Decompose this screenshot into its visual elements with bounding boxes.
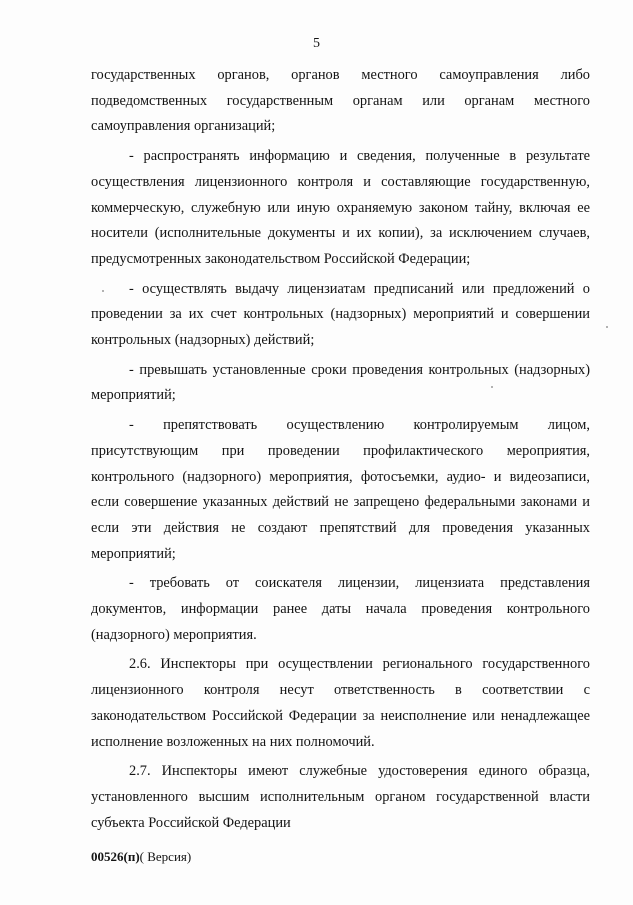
- document-code: 00526(п): [91, 849, 140, 864]
- paragraph-item: - требовать от соискателя лицензии, лицензиата представления документов, информации ранее даты начала проведения контрольного (надзорного) мероприятия.: [91, 575, 590, 643]
- paragraph-section-2-6: 2.6. Инспекторы при осуществлении регионального государственного лицензионного контроля несут ответственность в соответствии с законодательством Российской Федерации за неисполнение или ненадлежащее исполнение возложенных на них полномочий.: [91, 656, 590, 750]
- document-body: [91, 63, 590, 840]
- document-version: ( Версия): [139, 849, 192, 864]
- paragraph-item: - распространять информацию и сведения, полученные в результате осуществления лицензионного контроля и составляющие государственную, коммерческую, служебную или иную охраняемую законом тайну, включая ее носители (исполнительные документы и их копии), за исключением случаев, предусмотренных законодательством Российской Федерации;: [91, 148, 590, 267]
- scan-speck: [491, 386, 493, 388]
- document-footer: [91, 849, 191, 865]
- paragraph-item: - препятствовать осуществлению контролируемым лицом, присутствующим при проведении профилактического мероприятия, контрольного (надзорного) мероприятия, фотосъемки, аудио- и видеозаписи, если совершение указанных действий не запрещено федеральными законами и если эти действия не создают препятствий для проведения указанных мероприятий;: [91, 417, 590, 562]
- paragraph-item: - превышать установленные сроки проведения контрольных (надзорных) мероприятий;: [91, 361, 590, 404]
- paragraph-continuation: государственных органов, органов местного самоуправления либо подведомственных государственным органам или органам местного самоуправления организаций;: [91, 67, 590, 135]
- paragraph-section-2-7: 2.7. Инспекторы имеют служебные удостоверения единого образца, установленного высшим исполнительным органом государственной власти субъекта Российской Федерации: [91, 763, 590, 831]
- scan-speck: [606, 326, 608, 328]
- paragraph-item: - осуществлять выдачу лицензиатам предписаний или предложений о проведении за их счет контрольных (надзорных) мероприятий и совершении контрольных (надзорных) действий;: [91, 280, 590, 349]
- page-number: 5: [313, 36, 320, 51]
- scan-speck: [102, 290, 104, 292]
